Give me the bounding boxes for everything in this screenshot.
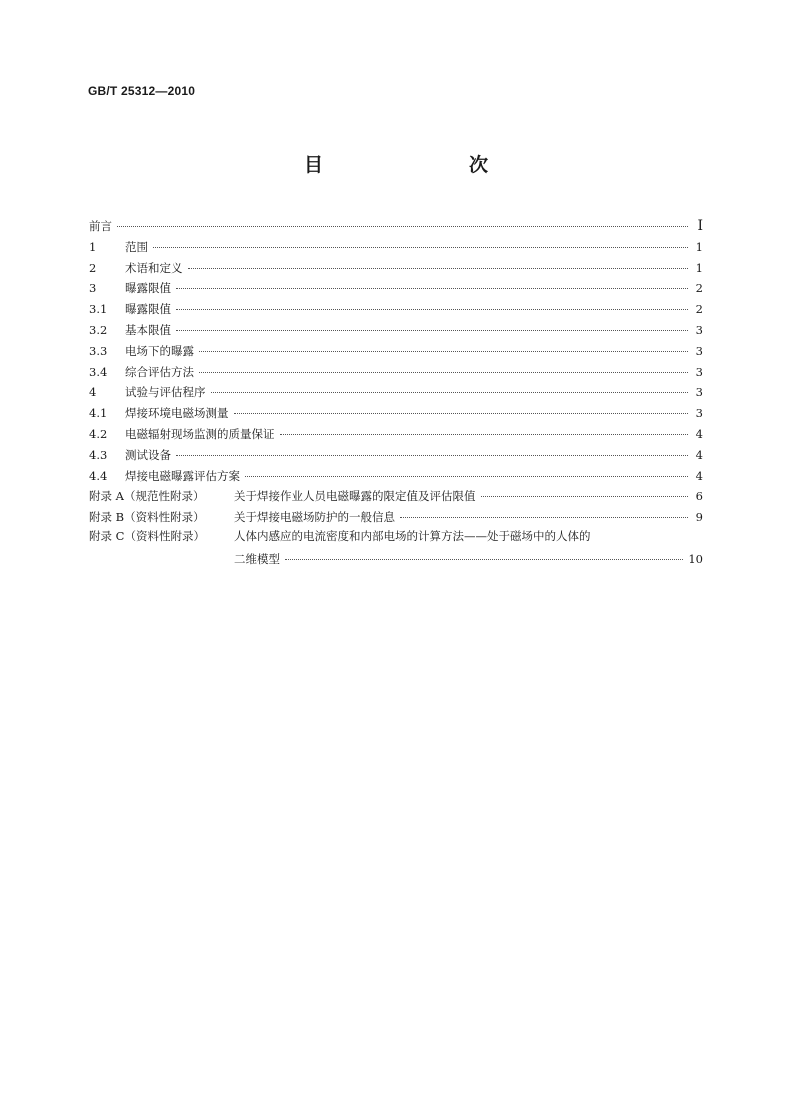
dot-leader — [188, 255, 689, 269]
dot-leader — [199, 359, 688, 373]
toc-entry-number: 3 — [89, 281, 97, 296]
toc-appendix-c-continuation[interactable] — [89, 549, 703, 570]
toc-entry-label: 曝露限值 — [125, 302, 171, 317]
toc-entry-page: 9 — [695, 510, 703, 525]
dot-leader — [234, 400, 689, 414]
toc-entry-number: 2 — [89, 260, 97, 275]
toc-entry-page: 3 — [695, 406, 703, 421]
toc-entry-page: 2 — [695, 302, 703, 317]
toc-entry-page: 3 — [695, 364, 703, 379]
dot-leader — [117, 213, 688, 227]
dot-leader — [211, 379, 689, 393]
toc-entry-label: 前言 — [89, 219, 112, 233]
toc-entry-number: 4 — [89, 385, 97, 400]
toc-entry-label: 综合评估方法 — [125, 364, 194, 379]
appendix-prefix: 附录 B（资料性附录） — [89, 510, 205, 525]
toc-entry-label: 关于焊接电磁场防护的一般信息 — [234, 510, 395, 525]
toc-entry-number: 4.2 — [89, 426, 108, 441]
toc-entry-number: 1 — [89, 239, 97, 254]
dot-leader — [400, 504, 688, 518]
toc-entry-label: 焊接环境电磁场测量 — [125, 406, 229, 421]
toc-entry-page: 1 — [695, 239, 703, 254]
toc-entry-label: 术语和定义 — [125, 260, 183, 275]
dot-leader — [199, 338, 688, 352]
toc-entry-page: 10 — [688, 551, 703, 566]
toc-entry-label: 电磁辐射现场监测的质量保证 — [125, 426, 275, 441]
standard-code: GB/T 25312—2010 — [88, 84, 196, 98]
toc-appendix-b[interactable] — [89, 507, 703, 528]
dot-leader — [153, 234, 688, 248]
toc-entry-page: 4 — [695, 426, 703, 441]
toc-entry-page: 3 — [695, 343, 703, 358]
toc-entry-number: 4.4 — [89, 468, 108, 483]
toc-entry-label: 范围 — [125, 239, 148, 254]
toc-entry-number: 3.2 — [89, 322, 108, 337]
toc-entry-number: 3.4 — [89, 364, 108, 379]
toc-entry-label: 基本限值 — [125, 322, 171, 337]
toc-entry-label: 测试设备 — [125, 447, 171, 462]
toc-entry-number: 4.1 — [89, 406, 108, 421]
toc-entry-page: 4 — [695, 468, 703, 483]
toc-entry-label-continued: 二维模型 — [234, 551, 280, 566]
toc-entry-page: 3 — [695, 322, 703, 337]
dot-leader — [176, 296, 688, 310]
dot-leader — [176, 442, 688, 456]
toc-entry-label: 曝露限值 — [125, 281, 171, 296]
toc-entry-number: 4.3 — [89, 447, 108, 462]
appendix-prefix: 附录 A（规范性附录） — [89, 489, 205, 504]
toc-entry-label: 人体内感应的电流密度和内部电场的计算方法——处于磁场中的人体的 — [234, 528, 591, 543]
toc-entry-number: 3.3 — [89, 343, 108, 358]
dot-leader — [481, 483, 689, 497]
toc-entry-page: 4 — [695, 447, 703, 462]
dot-leader — [245, 463, 688, 477]
toc-entry-label: 关于焊接作业人员电磁曝露的限定值及评估限值 — [234, 489, 476, 504]
toc-entry-label: 焊接电磁曝露评估方案 — [125, 468, 240, 483]
toc-entry-page: 2 — [695, 281, 703, 296]
dot-leader — [176, 317, 688, 331]
page-title: 目 次 — [303, 154, 524, 176]
toc-entry-label: 试验与评估程序 — [125, 385, 206, 400]
toc-entry-page: Ⅰ — [697, 218, 703, 234]
toc-entry-number: 3.1 — [89, 302, 108, 317]
toc-entry-page: 1 — [695, 260, 703, 275]
table-of-contents — [89, 216, 703, 570]
toc-entry-page: 3 — [695, 385, 703, 400]
dot-leader — [176, 275, 688, 289]
toc-entry-label: 电场下的曝露 — [125, 343, 194, 358]
dot-leader — [285, 546, 683, 560]
dot-leader — [280, 421, 689, 435]
appendix-prefix: 附录 C（资料性附录） — [89, 528, 205, 543]
toc-entry-page: 6 — [695, 489, 703, 504]
